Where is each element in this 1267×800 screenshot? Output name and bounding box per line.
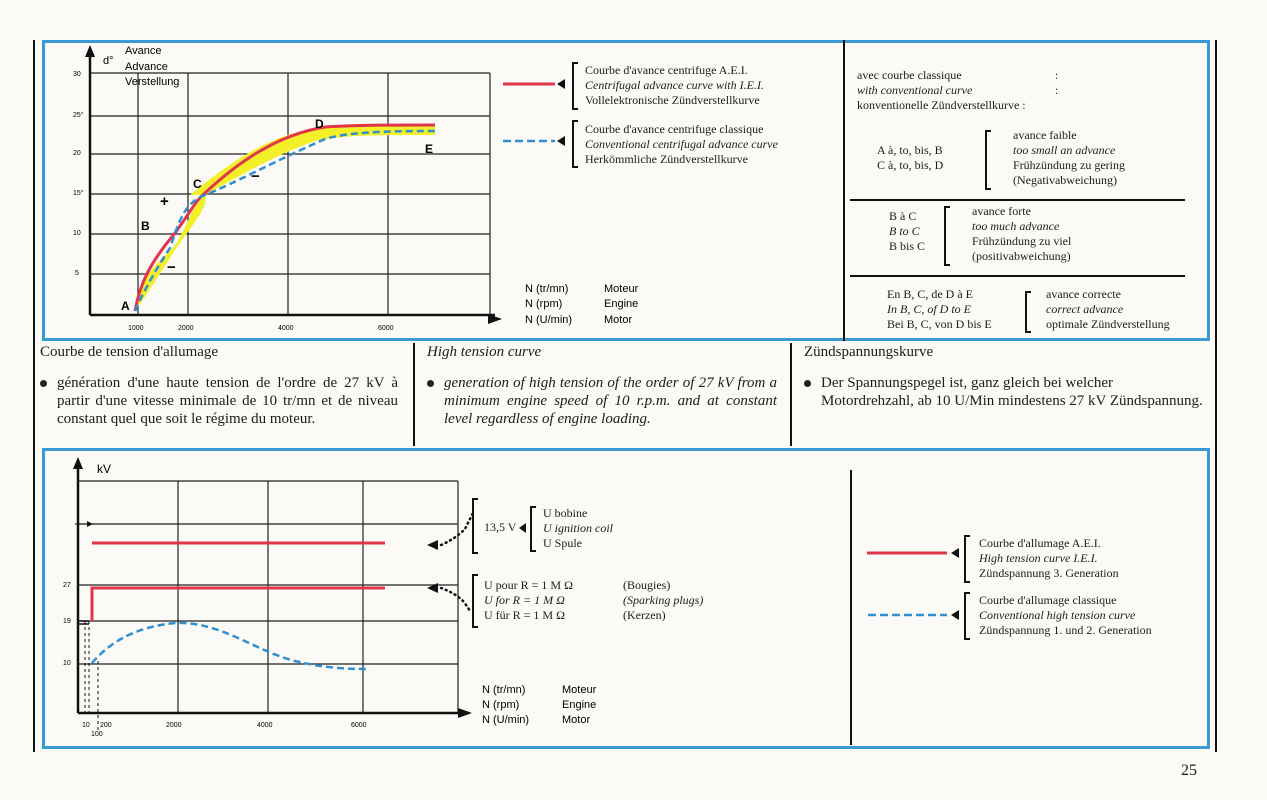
legend-iei-en: Centrifugal advance curve with I.E.I.	[585, 78, 764, 92]
y-tick-20: 20	[73, 150, 81, 157]
row3-l2: In B, C, of D to E	[887, 302, 971, 316]
top-x-lang-fr: Moteur	[604, 283, 639, 295]
minus-sign-lower: −	[167, 259, 176, 276]
bl-iei-fr: Courbe d'allumage A.E.I.	[979, 536, 1101, 550]
resist-fr: U pour R = 1 M Ω	[484, 578, 574, 592]
top-x-unit-en: N (rpm)	[525, 298, 563, 310]
section-en-text: generation of high tension of the order of 27 kV from a minimum engine speed of 10 r.p.m. and at constant level regardless of engine loading.	[444, 375, 777, 427]
bottom-legend-bracket-classic	[964, 592, 970, 640]
section-de-text: Der Spannungspegel ist, ganz gleich bei welcher Motordrehzahl, ab 10 U/Min mindestens 27 kV Zündspannung.	[821, 375, 1203, 409]
coil-labels	[543, 506, 613, 551]
x-tick-10: 10	[82, 722, 90, 729]
bottom-legend-lines	[865, 540, 965, 630]
top-x-lang-de: Motor	[604, 314, 633, 326]
x-tick-1000: 1000	[128, 325, 144, 332]
bullet-dot	[40, 380, 47, 387]
point-e-label: E	[425, 142, 434, 156]
row2-l3: B bis C	[889, 239, 926, 253]
x-tick-2000: 2000	[166, 722, 182, 729]
resist-bracket	[472, 574, 478, 628]
point-b-label: B	[141, 219, 150, 233]
legend-classic-fr: Courbe d'avance centrifuge classique	[585, 122, 764, 136]
row1-r3: Frühzündung zu gering	[1013, 158, 1125, 172]
y-tick-30: 30	[73, 71, 81, 78]
y-tick-27: 27	[63, 582, 71, 589]
section-fr-title: Courbe de tension d'allumage	[40, 344, 219, 360]
resist-notes	[623, 578, 703, 623]
intro-de: konventionelle Zündverstellkurve :	[857, 98, 1026, 112]
row2-r1: avance forte	[972, 204, 1031, 218]
resist-en2: (Sparking plugs)	[623, 593, 704, 607]
row1-r4: (Negativabweichung)	[1013, 173, 1117, 187]
top-x-lang-en: Engine	[604, 298, 639, 310]
row1-bracket	[985, 130, 991, 190]
intro-colon-1: :	[1055, 68, 1059, 82]
bottom-x-unit-fr: N (tr/mn)	[482, 684, 526, 696]
bottom-x-lang-fr: Moteur	[562, 684, 597, 696]
x-tick-200: 200	[100, 722, 112, 729]
point-c-label: C	[193, 177, 202, 191]
row3-r3: optimale Zündverstellung	[1046, 317, 1170, 331]
legend-bracket-iei	[572, 62, 578, 110]
intro-fr: avec courbe classique	[857, 68, 962, 82]
section-fr-bullet	[40, 374, 398, 428]
coil-arrow	[519, 523, 526, 533]
y-tick-5: 5	[75, 270, 79, 277]
page-number: 25	[1181, 762, 1197, 779]
row1-l2: C à, to, bis, D	[877, 158, 944, 172]
row2-l1: B à C	[889, 209, 917, 223]
row1-r1: avance faible	[1013, 128, 1077, 142]
row2-l2: B to C	[889, 224, 920, 238]
row1-rule	[850, 199, 1185, 201]
bottom-divider	[850, 470, 852, 745]
minus-sign-upper: −	[251, 168, 260, 185]
section-de-title: Zündspannungskurve	[804, 344, 934, 360]
coil-fr: U bobine	[543, 506, 588, 520]
x-tick-6000: 6000	[351, 722, 367, 729]
bullet-dot	[427, 380, 434, 387]
plus-sign: +	[160, 193, 169, 210]
row1-l1: A à, to, bis, B	[877, 143, 943, 157]
row3-l1: En B, C, de D à E	[887, 287, 973, 301]
left-margin-rule	[33, 40, 35, 752]
bottom-legend-classic	[979, 593, 1152, 638]
section-fr-text: génération d'une haute tension de l'ordre de 27 kV à partir d'une vitesse minimale de 10 tr/mn et de niveau constant quel que soit le régime du moteur.	[57, 375, 398, 427]
y-axis-label-en: Advance	[125, 61, 168, 73]
coil-de: U Spule	[543, 536, 582, 550]
row2-bracket	[944, 206, 950, 266]
x-tick-4000: 4000	[257, 722, 273, 729]
right-panel-divider	[843, 40, 845, 341]
intro-colons	[1055, 68, 1058, 98]
point-a-label: A	[121, 299, 130, 313]
row3-right	[1046, 287, 1170, 332]
y-axis-kv: kV	[97, 462, 112, 476]
resist-en: U for R = 1 M Ω	[484, 593, 565, 607]
legend-classic-text	[585, 122, 835, 167]
mid-divider-2	[790, 343, 792, 446]
row2-rule	[850, 275, 1185, 277]
bottom-x-unit-de: N (U/min)	[482, 714, 530, 726]
y-tick-10: 10	[73, 230, 81, 237]
resist-labels	[484, 578, 573, 623]
bottom-legend-iei	[979, 536, 1119, 581]
row2-r3: Frühzündung zu viel	[972, 234, 1072, 248]
legend-classic-de: Herkömmliche Zündverstellkurve	[585, 152, 748, 166]
row3-r1: avance correcte	[1046, 287, 1121, 301]
bl-classic-de: Zündspannung 1. und 2. Generation	[979, 623, 1152, 637]
y-tick-25: 25°	[73, 112, 84, 119]
row3-bracket	[1025, 291, 1031, 333]
x-tick-6000: 6000	[378, 325, 394, 332]
top-x-unit-de: N (U/min)	[525, 314, 573, 326]
legend-iei-de: Vollelektronische Zündverstellkurve	[585, 93, 760, 107]
section-en	[427, 344, 777, 428]
legend-classic-en: Conventional centrifugal advance curve	[585, 137, 778, 151]
x-tick-2000: 2000	[178, 325, 194, 332]
mid-divider-1	[413, 343, 415, 446]
legend-bracket-classic	[572, 120, 578, 168]
x-tick-4000: 4000	[278, 325, 294, 332]
bottom-x-lang-en: Engine	[562, 699, 597, 711]
y-tick-19: 19	[63, 618, 71, 625]
resist-de2: (Kerzen)	[623, 608, 666, 622]
section-fr	[40, 344, 398, 428]
resist-de: U für R = 1 M Ω	[484, 608, 566, 622]
bullet-dot	[804, 380, 811, 387]
row3-l3: Bei B, C, von D bis E	[887, 317, 992, 331]
bottom-legend-bracket-iei	[964, 535, 970, 583]
section-en-bullet	[427, 374, 777, 428]
y-axis-label-de: Verstellung	[125, 76, 180, 88]
y-tick-15: 15°	[73, 190, 84, 197]
row1-r2: too small an advance	[1013, 143, 1116, 157]
row3-left	[887, 287, 992, 332]
resist-fr2: (Bougies)	[623, 578, 671, 592]
section-de	[804, 344, 1204, 410]
bottom-x-lang-de: Motor	[562, 714, 591, 726]
row2-left	[889, 209, 925, 254]
right-panel-intro	[857, 68, 1077, 113]
section-en-title: High tension curve	[427, 344, 542, 360]
y-tick-10: 10	[63, 660, 71, 667]
right-margin-rule	[1215, 40, 1217, 752]
point-d-label: D	[315, 117, 324, 131]
intro-colon-2: :	[1055, 83, 1059, 97]
section-de-bullet	[804, 374, 1204, 410]
row2-r4: (positivabweichung)	[972, 249, 1071, 263]
x-tick-100: 100	[91, 731, 103, 738]
top-x-unit-fr: N (tr/mn)	[525, 283, 569, 295]
row1-right	[1013, 128, 1125, 188]
y-axis-symbol: d°	[103, 55, 114, 67]
legend-iei-fr: Courbe d'avance centrifuge A.E.I.	[585, 63, 748, 77]
coil-outer-bracket	[472, 498, 478, 554]
bl-classic-en: Conventional high tension curve	[979, 608, 1136, 622]
legend-iei-text	[585, 63, 835, 108]
y-axis-label-fr: Avance	[125, 45, 162, 57]
row2-right	[972, 204, 1071, 264]
row1-left	[877, 143, 943, 173]
row2-r2: too much advance	[972, 219, 1060, 233]
coil-inner-bracket	[530, 506, 536, 552]
coil-value: 13,5 V	[484, 520, 517, 534]
row3-r2: correct advance	[1046, 302, 1124, 316]
bl-iei-de: Zündspannung 3. Generation	[979, 566, 1119, 580]
bl-iei-en: High tension curve I.E.I.	[979, 551, 1098, 565]
coil-en: U ignition coil	[543, 521, 613, 535]
bl-classic-fr: Courbe d'allumage classique	[979, 593, 1117, 607]
bottom-x-unit-en: N (rpm)	[482, 699, 520, 711]
intro-en: with conventional curve	[857, 83, 973, 97]
